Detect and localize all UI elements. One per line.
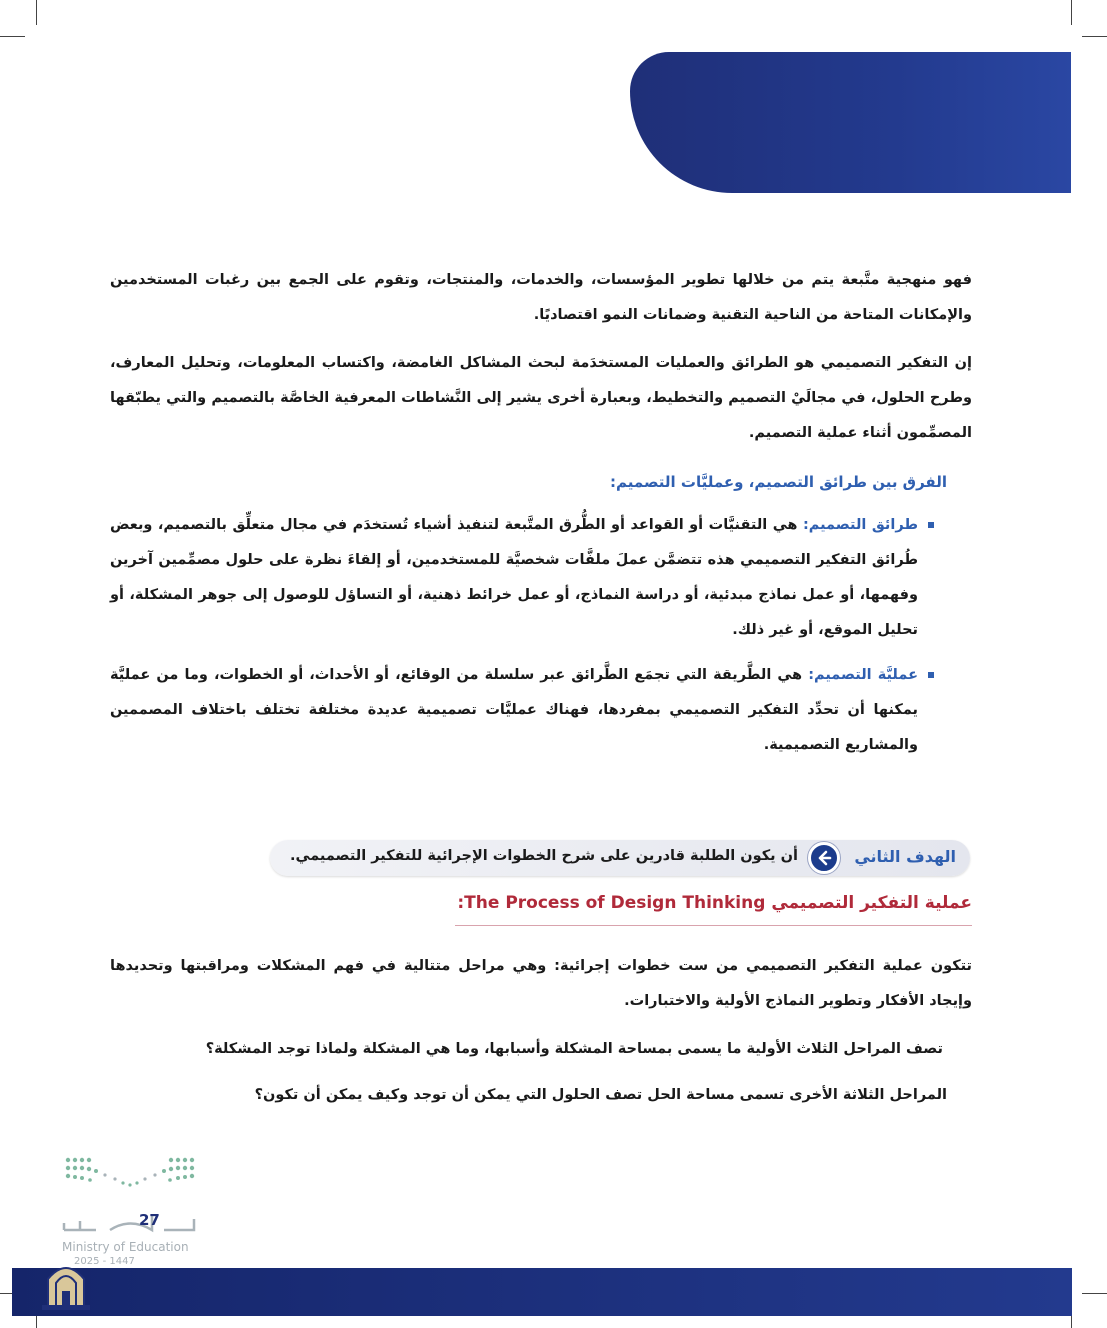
crop-mark xyxy=(36,0,37,25)
section-title-design-process: عملية التفكير التصميمي The Process of Design Thinking: xyxy=(455,893,972,926)
bullet-marker xyxy=(928,522,934,528)
header-decoration xyxy=(630,52,1071,193)
crop-mark xyxy=(1082,36,1107,37)
design-process-text: هي الطَّريقة التي تجمَع الطَّرائق عبر سلسلة من الوقائع، أو الأحداث، أو الخطوات، وما من عمليَّة يمكنها أن تحدِّد التفكير التصميمي بمفردها، فهناك عمليَّات تصميمية عديدة مختلفة تختلف باختلاف المصممين والمشاريع التصميمية. xyxy=(110,667,918,753)
learning-goal-bar xyxy=(270,840,970,876)
solution-space-paragraph: المراحل الثلاثة الأخرى تسمى مساحة الحل تصف الحلول التي يمكن أن توجد وكيف يمكن أن تكون؟ xyxy=(254,1087,947,1103)
problem-space-paragraph: تصف المراحل الثلاث الأولية ما يسمى بمساحة المشكلة وأسبابها، وما هي المشكلة ولماذا توجد المشكلة؟ xyxy=(205,1041,943,1057)
bullet-marker xyxy=(928,672,934,678)
footer-bar xyxy=(12,1268,1072,1316)
bullet-design-process xyxy=(110,658,918,763)
term-design-methods: طرائق التصميم: xyxy=(802,517,919,533)
process-paragraph: تتكون عملية التفكير التصميمي من ست خطوات إجرائية: وهي مراحل متتالية في فهم المشكلات ومراقبتها وتحديدها وإيجاد الأفكار وتطوير النماذج الأولية والاختبارات. xyxy=(110,958,972,1009)
ministry-name: Ministry of Education xyxy=(62,1240,189,1254)
bullet-design-methods xyxy=(110,508,918,648)
school-emblem-icon xyxy=(40,1255,92,1311)
definition-paragraph: إن التفكير التصميمي هو الطرائق والعمليات المستخدَمة لبحث المشاكل الغامضة، واكتساب المعلومات، وتحليل المعارف، وطرح الحلول، في مجالَيْ التصميم والتخطيط، وبعبارة أخرى يشير إلى النَّشاطات المعرفية الخاصَّة بالتصميم والتي يطبّقها المصمِّمون أثناء عملية التصميم. xyxy=(110,355,972,441)
goal-text: أن يكون الطلبة قادرين على شرح الخطوات الإجرائية للتفكير التصميمي. xyxy=(290,848,798,864)
arrow-left-icon xyxy=(808,842,840,874)
design-methods-text: هي التقنيَّات أو القواعد أو الطُّرق المتَّبعة لتنفيذ أشياء تُستخدَم في مجال متعلِّق بالتصميم، وبعض طُرائق التفكير التصميمي هذه تتضمَّن عملَ ملفَّات شخصيَّة للمستخدمين، أو إلقاءَ نظرة على حلول مصمِّمين آخرين وفهمها، أو عمل نماذج مبدئية، أو دراسة النماذج، أو عمل خرائط ذهنية، أو التساؤل للوصول إلى جوهر المشكلة، أو تحليل الموقع، أو غير ذلك. xyxy=(110,517,918,638)
intro-paragraph: فهو منهجية متَّبعة يتم من خلالها تطوير المؤسسات، والخدمات، والمنتجات، وتقوم على الجمع بين رغبات المستخدمين والإمكانات المتاحة من الناحية التقنية وضمانات النمو اقتصاديًا. xyxy=(110,272,972,323)
crop-mark xyxy=(1082,1293,1107,1294)
year-label: 2025 - 1447 xyxy=(74,1256,135,1267)
term-design-process: عمليَّة التصميم: xyxy=(808,667,918,683)
crop-mark xyxy=(0,36,25,37)
page-number: 27 xyxy=(139,1211,160,1229)
crop-mark xyxy=(1071,0,1072,25)
section-heading-difference: الفرق بين طرائق التصميم، وعمليَّات التصميم: xyxy=(610,473,947,491)
goal-label: الهدف الثاني xyxy=(854,847,956,866)
